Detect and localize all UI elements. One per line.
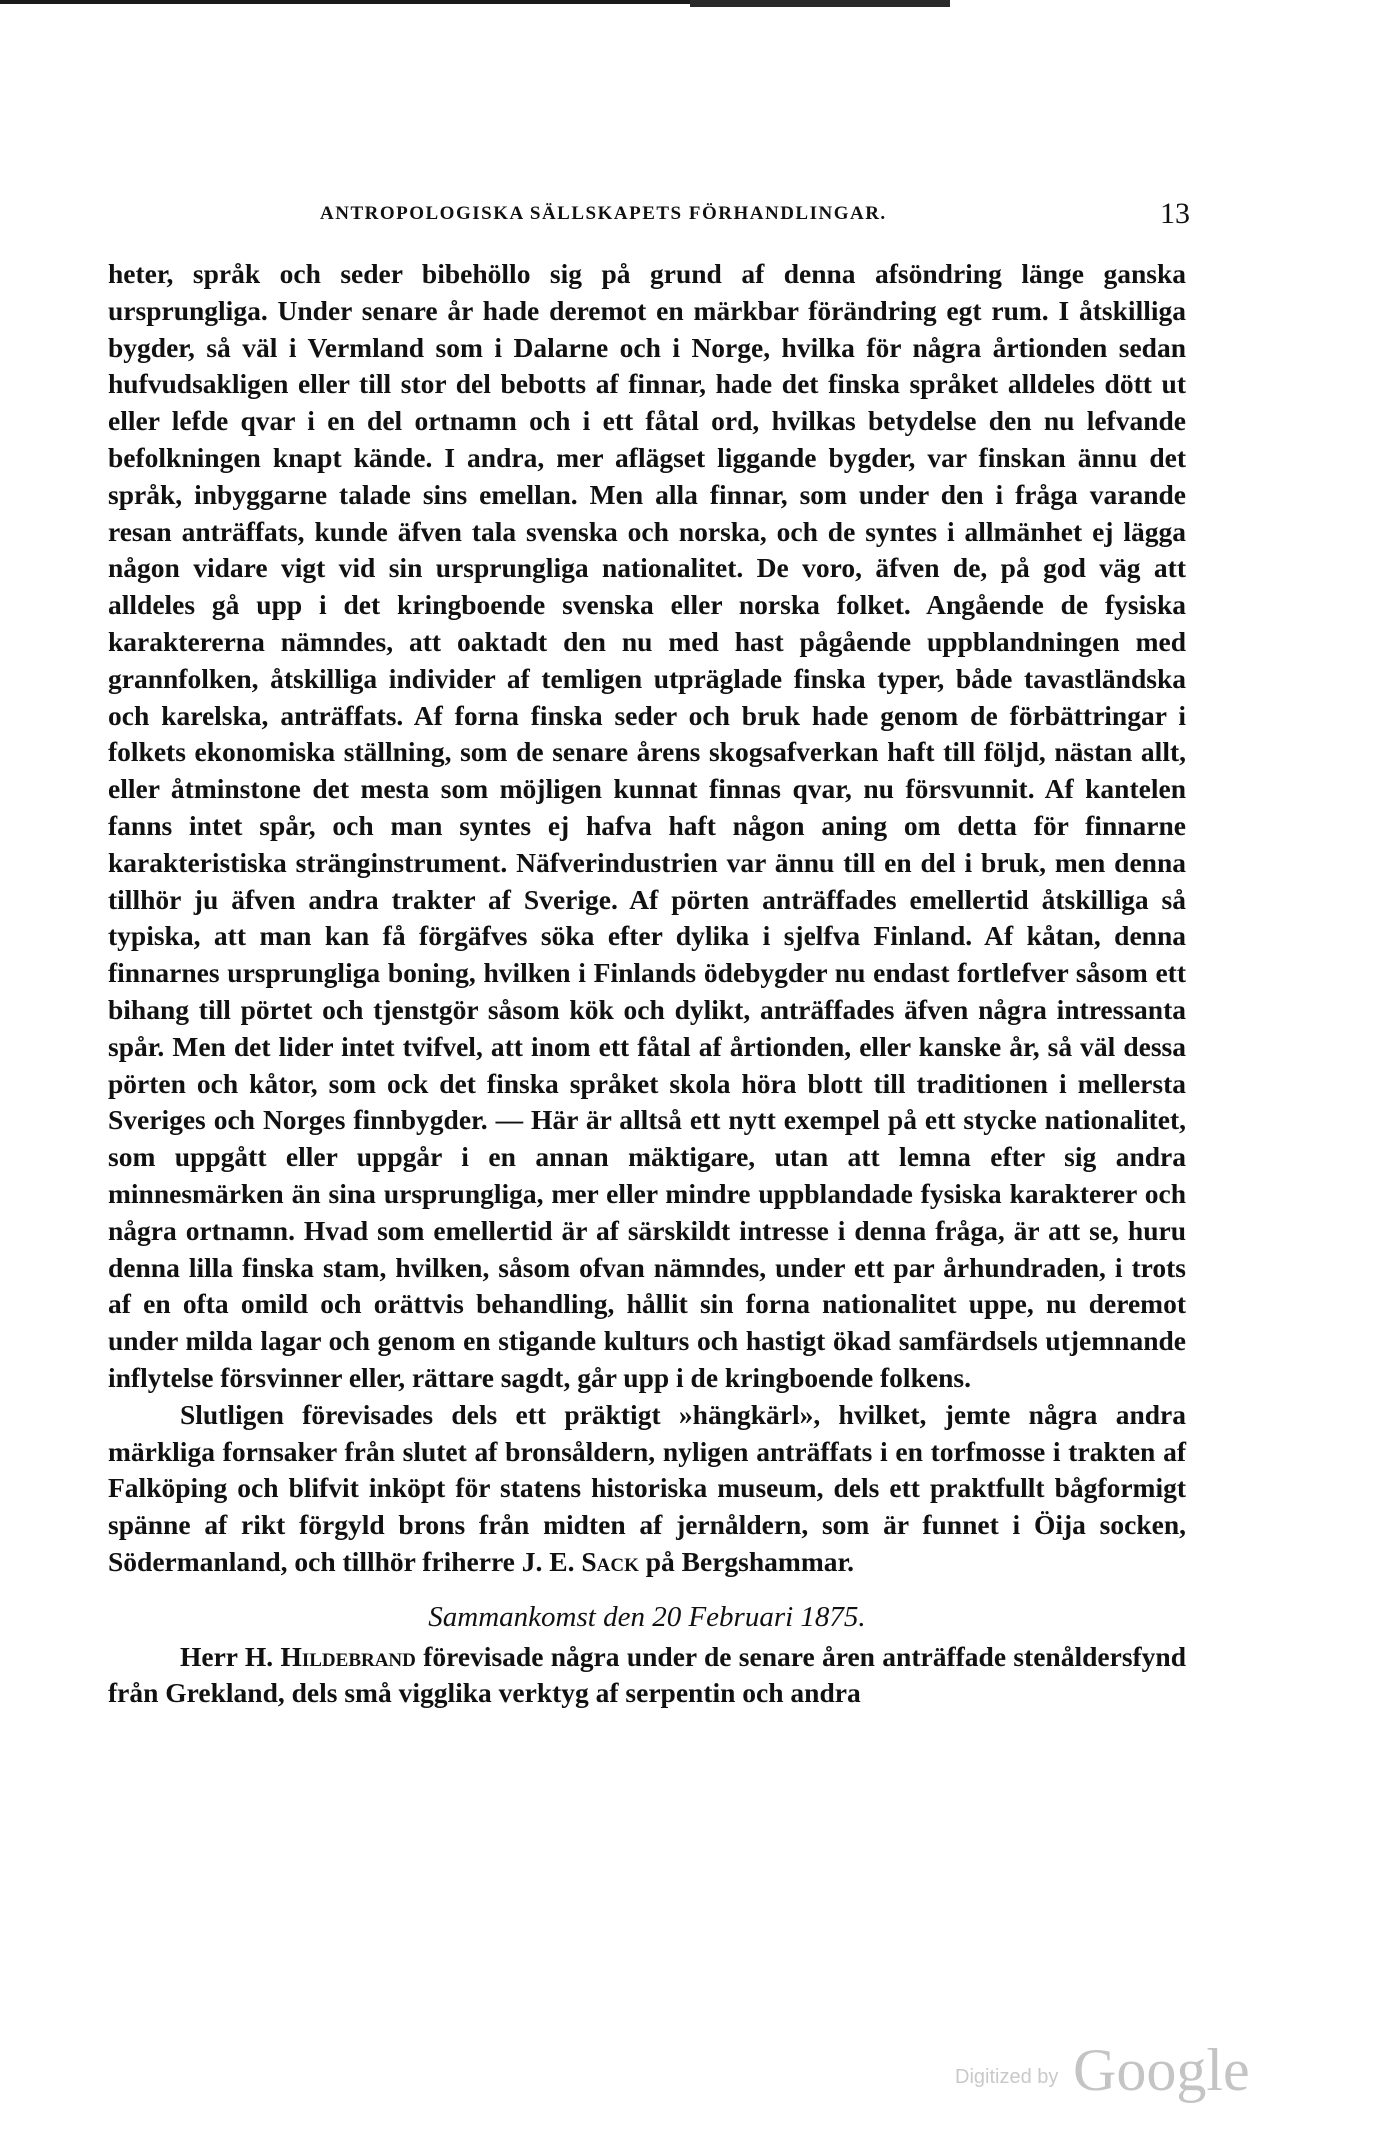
paragraph-exhibits [108,1397,1186,1581]
running-title: ANTROPOLOGISKA SÄLLSKAPETS FÖRHANDLINGAR. [320,203,887,224]
page-header [320,197,1190,233]
watermark-prefix: Digitized by [955,2066,1059,2088]
paragraph-meeting-text: förevisade några under de senare åren anträffade stenåldersfynd från Grekland, dels små vigglika verktyg af serpentin och andra [108,1640,1187,1709]
section-heading: Sammankomst den 20 Februari 1875. [428,1600,866,1633]
scan-edge-band-dark [690,0,950,7]
google-logo: Google [1073,2037,1250,2103]
body-text [108,256,1186,1712]
paragraph-exhibits-end: på Bergshammar. [645,1545,855,1577]
person-name-sack: Sack [581,1545,639,1577]
paragraph-continuation: heter, språk och seder bibehöllo sig på grund af denna afsöndring länge ganska ursprungliga. Under senare år hade deremot en märkbar förändring egt rum. I åtskilliga bygder, så väl i Vermland som i Dalarne och i Norge, hvilka för några årtionden sedan hufvudsakligen eller till stor del bebotts af finnar, hade det finska språket alldeles dött ut eller lefde qvar i en del ortnamn och i ett fåtal ord, hvilkas betydelse den nu lefvande befolkningen knapt kände. I andra, mer aflägset liggande bygder, var finskan ännu det språk, inbyggarne talade sins emellan. Men alla finnar, som under den i fråga varande resan anträffats, kunde äfven tala svenska och norska, och de syntes i allmänhet ej lägga någon vidare vigt vid sin ursprungliga nationalitet. De voro, äfven de, på god väg att alldeles gå upp i det kringboende svenska eller norska folket. Angående de fysiska karaktererna nämndes, att oaktadt den nu med hast pågående uppblandningen med grannfolken, åtskilliga individer af temligen utpräglade finska typer, både tavastländska och karelska, anträffats. Af forna finska seder och bruk hade genom de förbättringar i folkets ekonomiska ställning, som de senare årens skogsafverkan haft till följd, nästan allt, eller åtminstone det mesta som möjligen kunnat finnas qvar, nu försvunnit. Af kantelen fanns intet spår, och man syntes ej hafva haft någon aning om detta för finnarne karakteristiska stränginstrument. Näfverindustrien var ännu till en del i bruk, men denna tillhör ju äfven andra trakter af Sverige. Af pörten anträffades emellertid åtskilliga så typiska, att man kan få förgäfves söka efter dylika i sjelfva Finland. Af kåtan, denna finnarnes ursprungliga boning, hvilken i Finlands ödebygder nu endast fortlefver såsom ett bihang till pörtet och tjenstgör såsom kök och dylikt, anträffades äfven några intressanta spår. Men det lider intet tvifvel, att inom ett fåtal af årtionden, eller kanske år, så väl dessa pörten och kåtor, som ock det finska språket skola höra blott till traditionen i mellersta Sveriges och Norges finnbygder. — Här är alltså ett nytt exempel på ett stycke nationalitet, som uppgått eller uppgår i en annan mäktigare, utan att lemna efter sig andra minnesmärken än sina ursprungliga, mer eller mindre uppblandade fysiska karakterer och några ortnamn. Hvad som emellertid är af särskildt intresse i denna fråga, är att se, huru denna lilla finska stam, hvilken, såsom ofvan nämndes, under ett par århundraden, i trots af en ofta omild och orättvis behandling, hållit sin forna nationalitet uppe, nu deremot under milda lagar och genom en stigande kulturs och hastigt ökad samfärdsels utjemnande inflytelse försvinner eller, rättare sagdt, går upp i de kringboende folkens. [108,258,1186,1393]
page-number: 13 [1160,197,1190,230]
paragraph-exhibits-text: Slutligen förevisades dels ett präktigt »hängkärl», hvilket, jemte några andra märkliga fornsaker från slutet af bronsåldern, nyligen anträffats i en torfmosse i trakten af Falköping och blifvit inköpt för statens historiska museum, dels ett praktfullt bågformigt spänne af rikt förgyld brons från midten af jernåldern, som är funnet i Öija socken, Södermanland, och tillhör friherre J. E. [108,1398,1186,1577]
paragraph-meeting [108,1639,1186,1713]
person-name-hildebrand: Hildebrand [280,1640,416,1672]
paragraph-meeting-start: Herr H. [180,1640,274,1672]
